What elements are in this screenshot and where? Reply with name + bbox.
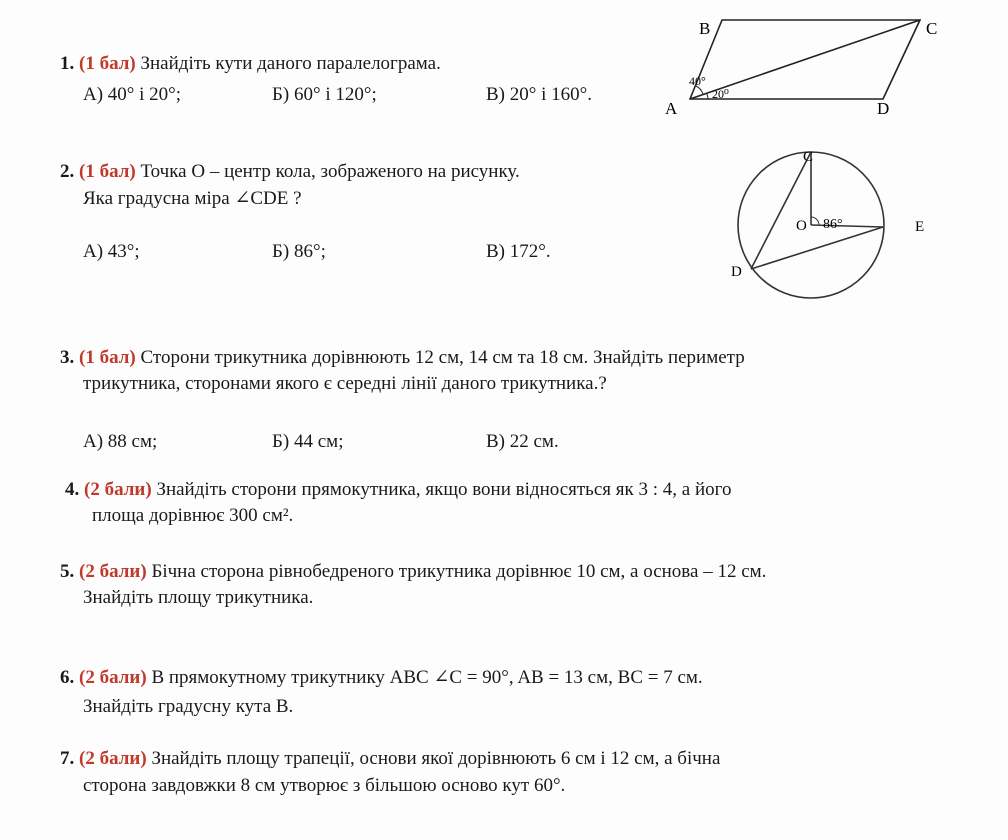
question-points: (1 бал)	[79, 161, 136, 182]
question-5-line2: Знайдіть площу трикутника.	[83, 587, 314, 608]
question-3-line2: трикутника, сторонами якого є середні лінії даного трикутника.?	[83, 373, 607, 394]
question-4-line2: площа дорівнює 300 см².	[92, 505, 294, 526]
answer-option-c: В) 172°.	[486, 241, 551, 262]
label-c: C	[803, 149, 814, 165]
question-text: Сторони трикутника дорівнюють 12 см, 14 см та 18 см. Знайдіть периметр	[140, 347, 745, 368]
question-5-line1	[60, 561, 766, 583]
radius-oe	[811, 225, 883, 227]
question-number: 4.	[65, 479, 80, 500]
question-points: (1 бал)	[79, 347, 136, 368]
question-text: Знайдіть кути даного паралелограма.	[140, 53, 441, 74]
question-number: 3.	[60, 347, 75, 368]
question-text: Точка О – центр кола, зображеного на рисунку.	[140, 161, 520, 182]
answer-option-c: В) 20° і 160°.	[486, 84, 592, 105]
question-points: (2 бали)	[79, 748, 147, 769]
label-a: A	[665, 99, 678, 118]
label-o: O	[796, 218, 807, 234]
question-number: 5.	[60, 561, 75, 582]
question-text: Знайдіть площу трапеції, основи якої дорівнюють 6 см і 12 см, а бічна	[151, 748, 721, 769]
question-3-line1	[60, 347, 745, 369]
question-text: В прямокутному трикутнику ABC ∠C = 90°, AB = 13 см, BC = 7 см.	[151, 667, 703, 688]
label-c: C	[926, 19, 938, 38]
question-number: 7.	[60, 748, 75, 769]
answer-option-a: А) 40° і 20°;	[83, 84, 182, 105]
question-points: (2 бали)	[84, 479, 152, 500]
answer-option-b: Б) 60° і 120°;	[272, 84, 377, 105]
question-number: 6.	[60, 667, 75, 688]
question-text: Знайдіть сторони прямокутника, якщо вони відносяться як 3 : 4, а його	[156, 479, 732, 500]
question-7-line2: сторона завдовжки 8 см утворює з більшою осново кут 60°.	[83, 775, 566, 796]
label-d: D	[877, 99, 890, 118]
angle-label-20: 20⁰	[712, 87, 729, 101]
question-2-line2: Яка градусна міра ∠CDE ?	[83, 188, 302, 209]
question-6-line1	[60, 666, 703, 689]
question-number: 1.	[60, 53, 75, 74]
question-points: (2 бали)	[79, 561, 147, 582]
circle-figure	[720, 145, 960, 305]
central-angle-arc	[811, 217, 819, 225]
answer-option-b: Б) 86°;	[272, 241, 326, 262]
label-d: D	[731, 264, 742, 280]
angle-label-40: 40°	[689, 74, 706, 88]
question-2-line1	[60, 161, 520, 183]
question-points: (1 бал)	[79, 53, 136, 74]
label-e: E	[915, 219, 925, 235]
answer-option-a: А) 88 см;	[83, 431, 158, 452]
answer-option-c: В) 22 см.	[486, 431, 559, 452]
label-b: B	[699, 19, 711, 38]
chord-cd	[751, 152, 811, 269]
question-text: Бічна сторона рівнобедреного трикутника дорівнює 10 см, а основа – 12 см.	[151, 561, 767, 582]
chord-de	[751, 227, 883, 269]
question-6-line2: Знайдіть градусну кута B.	[83, 696, 294, 717]
answer-option-a: А) 43°;	[83, 241, 140, 262]
question-4-line1	[65, 479, 731, 501]
question-7-line1	[60, 748, 720, 770]
question-number: 2.	[60, 161, 75, 182]
question-points: (2 бали)	[79, 667, 147, 688]
question-1-line1	[60, 53, 441, 75]
parallelogram-figure	[655, 10, 955, 125]
answer-option-b: Б) 44 см;	[272, 431, 344, 452]
angle-label-86: 86°	[823, 217, 843, 232]
